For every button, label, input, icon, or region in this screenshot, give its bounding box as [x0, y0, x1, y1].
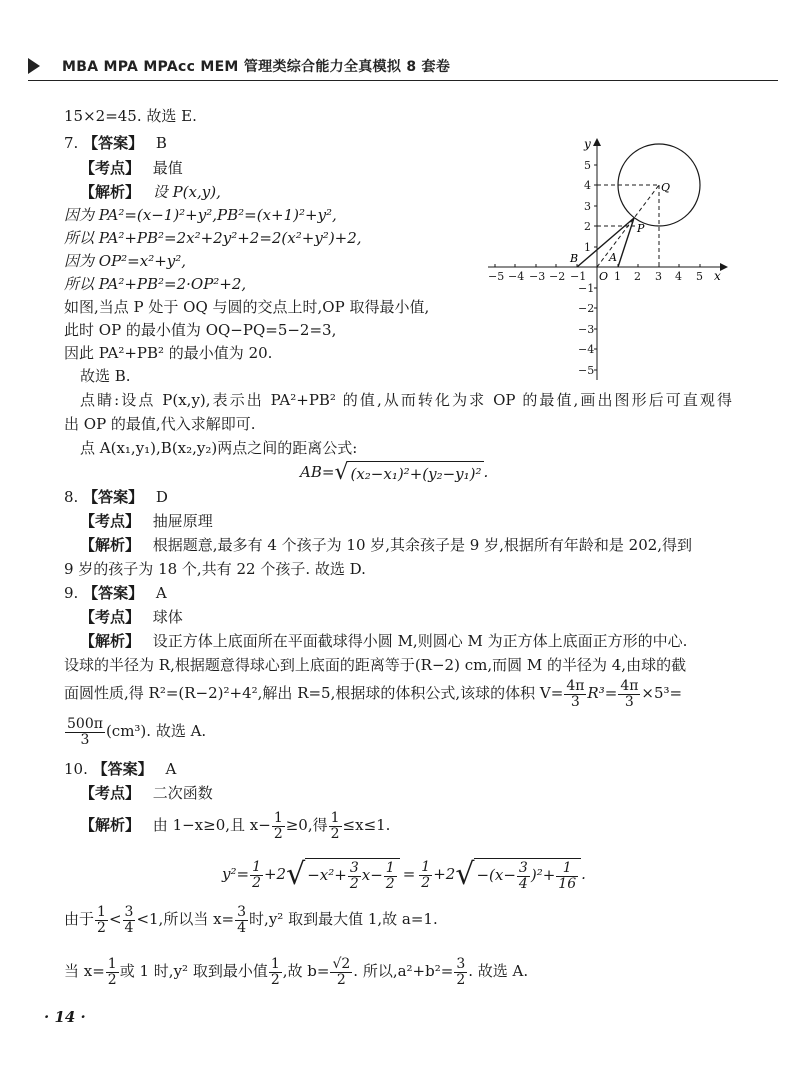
q10-l1-a: 由 1−x≥0,且 x− [152, 816, 271, 834]
denominator: 3 [570, 693, 580, 710]
x-tick-label: 3 [655, 270, 662, 283]
denominator: 2 [107, 971, 117, 988]
y-tick-label: 3 [584, 200, 591, 213]
q9-analysis-line-1: 设正方体上底面所在平面截球得小圆 M,则圆心 M 为正方体上底面正方形的中心. [152, 632, 688, 650]
q8-analysis-label: 【解析】 [80, 536, 141, 554]
denominator: 2 [252, 874, 261, 891]
q7-line-1: 因为 PA²=(x−1)²+y²,PB²=(x+1)²+y², [64, 206, 337, 224]
q7-answer: B [155, 134, 167, 152]
q9-number: 9. [64, 584, 79, 602]
fraction-1-over-2 [419, 860, 432, 891]
q7-answer-row [64, 133, 167, 153]
y-axis-arrow-icon [593, 138, 601, 146]
q7-line-4: 所以 PA²+PB²=2·OP²+2, [64, 275, 247, 293]
q7-analysis-row [80, 182, 221, 202]
sqrt-icon: √ [455, 857, 475, 892]
q10-l4-a: 当 x= [64, 962, 105, 980]
fraction-3-over-4 [235, 905, 248, 936]
q7-tip-line-1: 点睛:设点 P(x,y),表示出 PA²+PB² 的值,从而转化为求 OP 的最值,画出图形后可直观得 [80, 391, 732, 409]
q10-l1-c: ≤x≤1. [342, 816, 391, 834]
running-header [28, 54, 778, 80]
distance-radicand: (x₂−x₁)²+(y₂−y₁)² [348, 461, 483, 485]
r-cubed: R³= [587, 684, 618, 702]
q8-analysis-line-1: 根据题意,最多有 4 个孩子为 10 岁,其余孩子是 9 岁,根据所有年龄和是 202,得到 [152, 536, 693, 554]
x-axis-arrow-icon [720, 263, 728, 271]
q7-distance-intro: 点 A(x₁,y₁),B(x₂,y₂)两点之间的距离公式: [80, 439, 358, 457]
q10-l4-c: ,故 b= [282, 962, 330, 980]
point-a-label: A [609, 251, 617, 264]
q10-l2-end: . [581, 865, 586, 883]
header-triangle-icon [28, 58, 40, 74]
fraction-3-over-4 [123, 905, 136, 936]
header-title: MBA MPA MPAcc MEM 管理类综合能力全真模拟 8 套卷 [62, 59, 451, 75]
fraction-4pi-over-3 [564, 679, 586, 710]
q10-l2-plus2: +2 [263, 865, 287, 883]
q10-equation-row [222, 854, 586, 895]
q9-answer-row [64, 583, 167, 603]
times-five-cubed: ×5³= [641, 684, 683, 702]
denominator: 3 [80, 731, 90, 748]
fraction-1-over-2 [384, 861, 397, 892]
numerator: 1 [385, 859, 395, 876]
numerator: 1 [330, 809, 340, 826]
q10-l1-b: ≥0,得 [285, 816, 328, 834]
q7-line-6: 此时 OP 的最小值为 OQ−PQ=5−2=3, [64, 321, 337, 339]
numerator: 3 [518, 859, 528, 876]
denominator: 2 [421, 874, 431, 891]
q10-answer-row [64, 759, 176, 779]
q10-answer: A [165, 760, 177, 778]
x-tick-label: −1 [570, 270, 587, 283]
y-tick-label: 4 [584, 179, 591, 192]
q7-point: 最值 [152, 159, 183, 177]
numerator: 1 [107, 955, 117, 972]
q9-analysis-line-4 [64, 714, 206, 748]
fraction-1-over-2 [269, 957, 282, 988]
q10-l3-c: 时,y² 取到最大值 1,故 a=1. [249, 910, 438, 928]
origin-label: O [599, 270, 609, 283]
q7-tip-line-2: 出 OP 的最值,代入求解即可. [64, 415, 256, 433]
q9-answer-label: 【答案】 [83, 584, 144, 602]
x-tick-label: −3 [529, 270, 546, 283]
fraction-sqrt2-over-2 [330, 957, 352, 988]
q8-answer: D [155, 488, 168, 506]
denominator: 2 [336, 971, 346, 988]
x-tick-label: −2 [549, 270, 566, 283]
q10-l2-eq: = [402, 865, 416, 883]
denominator: 2 [97, 919, 106, 936]
q10-l3-a: 由于 [64, 910, 95, 928]
q8-point-row [80, 511, 213, 531]
fraction-1-over-2 [272, 811, 285, 842]
q7-line-7: 因此 PA²+PB² 的最小值为 20. [64, 344, 273, 362]
numerator: 500π [67, 715, 103, 732]
q10-l4-d: . 所以,a²+b²= [353, 962, 454, 980]
q10-line-3 [64, 902, 438, 936]
fraction-1-over-2 [95, 905, 108, 936]
y-tick-label: 1 [584, 241, 591, 254]
y-tick-label: −2 [578, 302, 595, 315]
q7-point-label: 【考点】 [80, 159, 141, 177]
q10-l2-plus2-b: +2 [433, 865, 456, 883]
fraction-1-over-2 [250, 860, 263, 891]
y-axis-label: y [584, 137, 591, 151]
x-tick-label: 5 [696, 270, 703, 283]
q7-number: 7. [64, 134, 79, 152]
x-axis-label: x [714, 269, 721, 283]
fraction-3-over-2 [454, 957, 467, 988]
denominator: 4 [518, 875, 528, 892]
q7-distance-formula [300, 460, 488, 485]
q8-answer-label: 【答案】 [83, 488, 144, 506]
numerator: 3 [456, 955, 466, 972]
q8-point: 抽屉原理 [152, 512, 213, 530]
q7-analysis-label: 【解析】 [80, 183, 141, 201]
q9-analysis-label: 【解析】 [80, 632, 141, 650]
x-tick-label: −4 [508, 270, 525, 283]
denominator: 4 [237, 919, 247, 936]
radicand-1 [305, 858, 399, 892]
q8-analysis-row [80, 535, 692, 555]
radicand-2-b: )²+ [530, 866, 556, 885]
y-tick-label: −3 [578, 323, 595, 336]
numerator: 1 [270, 955, 280, 972]
q7-answer-label: 【答案】 [83, 134, 144, 152]
header-rule [28, 80, 778, 81]
q9-answer: A [155, 584, 167, 602]
q10-l2-lhs: y²= [222, 865, 250, 883]
q9-line3-text: 面圆性质,得 R²=(R−2)²+4²,解出 R=5,根据球的体积公式,该球的体积 V= [64, 684, 564, 702]
distance-lhs: AB= [300, 463, 335, 481]
x-tick-label: 2 [634, 270, 641, 283]
sqrt-icon: √ [334, 460, 349, 485]
y-tick-label: −1 [578, 282, 595, 295]
q8-analysis-line-2: 9 岁的孩子为 18 个,共有 22 个孩子. 故选 D. [64, 560, 366, 578]
q8-point-label: 【考点】 [80, 512, 141, 530]
q9-analysis-row [80, 631, 687, 651]
x-tick-label: −5 [488, 270, 505, 283]
q10-point: 二次函数 [152, 784, 213, 802]
y-tick-label: −5 [578, 364, 595, 377]
fraction-3-over-4 [517, 861, 530, 892]
q8-number: 8. [64, 488, 79, 506]
denominator: 2 [270, 971, 280, 988]
y-ticks [578, 159, 597, 377]
sqrt-icon: √ [286, 857, 306, 892]
numerator: 1 [556, 861, 578, 877]
point-p-label: P [637, 222, 645, 235]
q10-l4-b: 或 1 时,y² 取到最小值 [119, 962, 268, 980]
numerator: 3 [237, 903, 247, 920]
page-number: · 14 · [44, 1008, 86, 1026]
y-tick-label: 5 [584, 159, 591, 172]
numerator: 1 [97, 903, 106, 920]
fraction-1-over-2 [329, 811, 342, 842]
q9-point-label: 【考点】 [80, 608, 141, 626]
denominator: 3 [624, 693, 634, 710]
q7-line-3: 因为 OP²=x²+y², [64, 252, 187, 270]
q7-analysis-line-0: 设 P(x,y), [152, 183, 221, 201]
numerator: 3 [349, 859, 359, 876]
q10-point-label: 【考点】 [80, 784, 141, 802]
q7-line-2: 所以 PA²+PB²=2x²+2y²+2=2(x²+y²)+2, [64, 229, 362, 247]
radicand-2-a: −(x− [476, 866, 516, 885]
q7-coordinate-graph [480, 128, 740, 390]
q10-analysis-row [80, 808, 390, 842]
q9-line4-end: (cm³). 故选 A. [105, 722, 207, 740]
fraction-1-over-16 [556, 861, 578, 892]
q10-l4-e: . 故选 A. [468, 962, 529, 980]
denominator: 4 [124, 919, 134, 936]
numerator: 4π [566, 677, 585, 694]
y-tick-label: 2 [584, 220, 591, 233]
x-tick-label: 4 [675, 270, 682, 283]
radicand-1-b: x− [361, 866, 383, 885]
q10-line-4 [64, 952, 528, 990]
denominator: 2 [330, 825, 340, 842]
q7-line-5: 如图,当点 P 处于 OQ 与圆的交点上时,OP 取得最小值, [64, 298, 430, 316]
q6-conclusion: 15×2=45. 故选 E. [64, 107, 197, 125]
denominator: 2 [385, 875, 395, 892]
numerator: 1 [421, 858, 431, 875]
numerator: 3 [124, 903, 134, 920]
x-tick-label: 1 [614, 270, 621, 283]
q10-l3-b: <1,所以当 x= [136, 910, 235, 928]
numerator: √2 [332, 955, 351, 972]
point-q-label: Q [661, 181, 671, 194]
q9-point: 球体 [152, 608, 183, 626]
fraction-4pi-over-3 [618, 679, 640, 710]
point-b-label: B [570, 252, 579, 265]
q10-number: 10. [64, 760, 88, 778]
distance-end: . [483, 463, 489, 481]
q10-point-row [80, 783, 213, 803]
q9-analysis-line-2: 设球的半径为 R,根据题意得球心到上底面的距离等于(R−2) cm,而圆 M 的半径为 4,由球的截 [64, 656, 687, 674]
numerator: 1 [252, 858, 261, 875]
q8-answer-row [64, 487, 168, 507]
denominator: 2 [456, 971, 466, 988]
fraction-3-over-2 [348, 861, 361, 892]
denominator: 2 [349, 875, 359, 892]
radicand-1-a: −x²+ [307, 866, 347, 885]
denominator: 2 [273, 825, 283, 842]
q10-answer-label: 【答案】 [92, 760, 153, 778]
q7-line-8: 故选 B. [80, 367, 131, 385]
fraction-500pi-over-3 [65, 717, 105, 748]
q9-point-row [80, 607, 183, 627]
numerator: 4π [620, 677, 639, 694]
q10-l3-lt: < [108, 910, 122, 928]
denominator: 16 [558, 875, 577, 892]
q10-analysis-label: 【解析】 [80, 816, 141, 834]
q7-point-row [80, 158, 183, 178]
q9-analysis-line-3 [64, 676, 682, 710]
radicand-2 [474, 858, 581, 892]
fraction-1-over-2 [106, 957, 119, 988]
y-tick-label: −4 [578, 343, 595, 356]
numerator: 1 [273, 809, 283, 826]
